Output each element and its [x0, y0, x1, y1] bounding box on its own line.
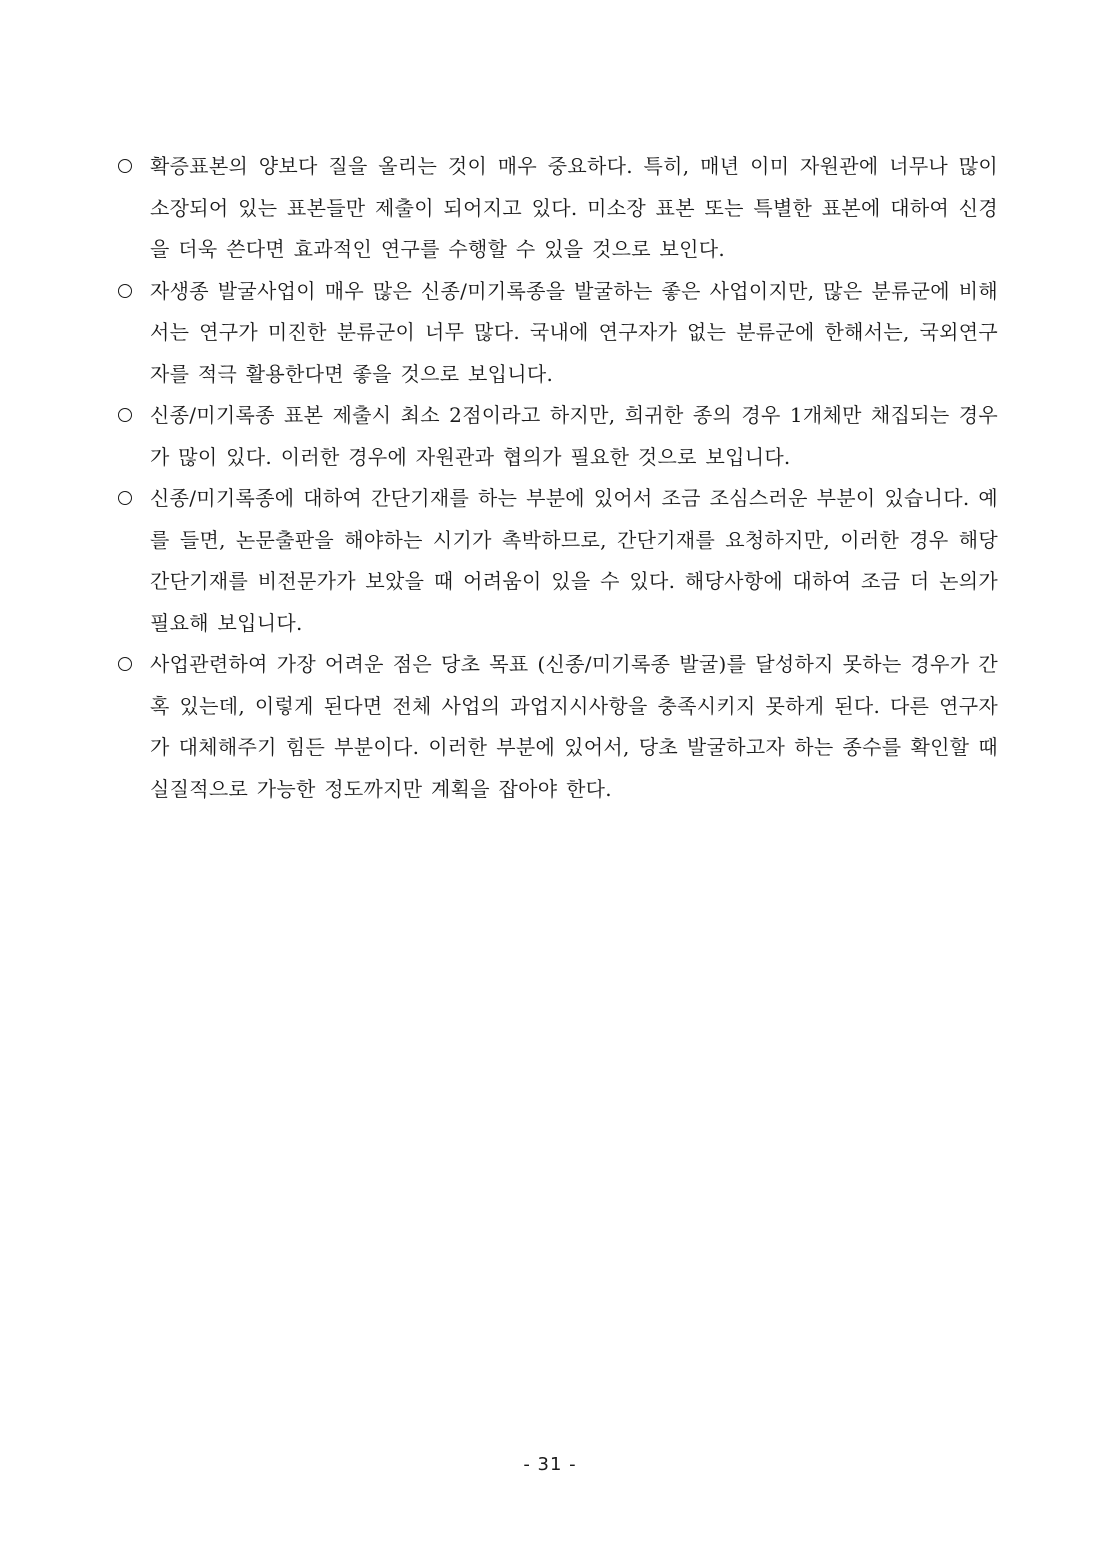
circle-bullet-icon: [118, 408, 132, 422]
bullet-item-5: [118, 644, 998, 810]
page-number: - 31 -: [523, 1454, 577, 1475]
bullet-list: [118, 146, 998, 810]
bullet-text: 신종/미기록종 표본 제출시 최소 2점이라고 하지만, 희귀한 종의 경우 1개체만 채집되는 경우가 많이 있다. 이러한 경우에 자원관과 협의가 필요한 것으로 보입니다.: [150, 403, 998, 469]
bullet-text: 사업관련하여 가장 어려운 점은 당초 목표 (신종/미기록종 발굴)를 달성하지 못하는 경우가 간혹 있는데, 이렇게 된다면 전체 사업의 과업지시사항을 충족시키지 못하게 된다. 다른 연구자가 대체해주기 힘든 부분이다. 이러한 부분에 있어서, 당초 발굴하고자 하는 종수를 확인할 때 실질적으로 가능한 정도까지만 계획을 잡아야 한다.: [150, 652, 998, 801]
circle-bullet-icon: [118, 491, 132, 505]
circle-bullet-icon: [118, 159, 132, 173]
bullet-item-2: [118, 271, 998, 396]
bullet-text: 확증표본의 양보다 질을 올리는 것이 매우 중요하다. 특히, 매년 이미 자원관에 너무나 많이 소장되어 있는 표본들만 제출이 되어지고 있다. 미소장 표본 또는 특별한 표본에 대하여 신경을 더욱 쓴다면 효과적인 연구를 수행할 수 있을 것으로 보인다.: [150, 154, 998, 261]
bullet-item-4: [118, 478, 998, 644]
bullet-item-1: [118, 146, 998, 271]
circle-bullet-icon: [118, 657, 132, 671]
bullet-text: 자생종 발굴사업이 매우 많은 신종/미기록종을 발굴하는 좋은 사업이지만, 많은 분류군에 비해서는 연구가 미진한 분류군이 너무 많다. 국내에 연구자가 없는 분류군에 한해서는, 국외연구자를 적극 활용한다면 좋을 것으로 보입니다.: [150, 278, 998, 386]
bullet-text: 신종/미기록종에 대하여 간단기재를 하는 부분에 있어서 조금 조심스러운 부분이 있습니다. 예를 들면, 논문출판을 해야하는 시기가 촉박하므로, 간단기재를 요청하지만, 이러한 경우 해당 간단기재를 비전문가가 보았을 때 어려움이 있을 수 있다. 해당사항에 대하여 조금 더 논의가 필요해 보입니다.: [150, 486, 998, 635]
bullet-item-3: [118, 395, 998, 478]
circle-bullet-icon: [118, 284, 132, 298]
